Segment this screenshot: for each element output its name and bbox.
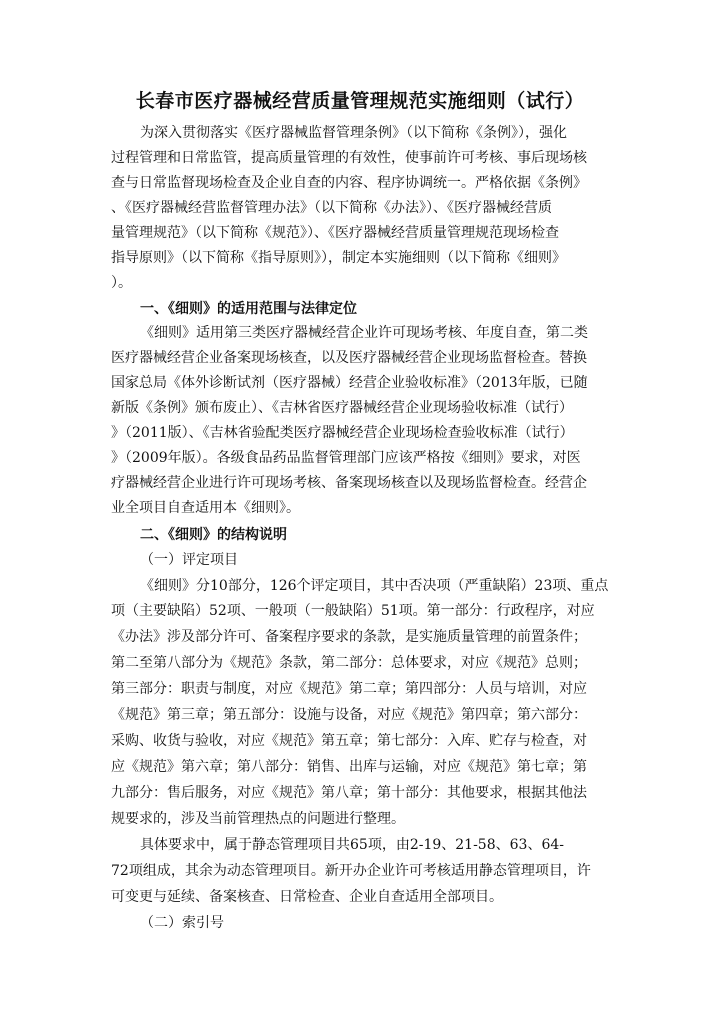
paragraph-line: 应《规范》第六章；第八部分：销售、出库与运输，对应《规范》第七章；第 [111, 759, 587, 775]
paragraph-line: 第二至第八部分为《规范》条款，第二部分：总体要求，对应《规范》总则； [111, 655, 587, 671]
paragraph-line: 》（2009年版）。各级食品药品监督管理部门应该严格按《细则》要求，对医 [111, 450, 581, 466]
section-heading: 一、《细则》的适用范围与法律定位 [140, 301, 357, 317]
paragraph-line: 过程管理和日常监管，提高质量管理的有效性，使事前许可考核、事后现场核 [111, 150, 587, 166]
paragraph-line: 量管理规范》（以下简称《规范》）、《医疗器械经营质量管理规范现场检查 [111, 225, 559, 241]
document-title: 长春市医疗器械经营质量管理规范实施细则（试行） [135, 90, 585, 112]
paragraph-line: 规要求的，涉及当前管理热点的问题进行整理。 [111, 811, 405, 827]
paragraph-line: 第三部分：职责与制度，对应《规范》第二章；第四部分：人员与培训，对应 [111, 681, 587, 697]
paragraph-line: 可变更与延续、备案核查、日常检查、企业自查适用全部项目。 [111, 889, 503, 905]
paragraph-line: 九部分：售后服务，对应《规范》第八章；第十部分：其他要求，根据其他法 [111, 785, 587, 801]
paragraph-line: ）。 [111, 275, 132, 291]
paragraph-line: 疗器械经营企业进行许可现场考核、备案现场核查以及现场监督检查。经营企 [111, 475, 587, 491]
paragraph-line: 国家总局《体外诊断试剂（医疗器械）经营企业验收标准》（2013年版，已随 [111, 375, 588, 391]
paragraph-line: 《办法》涉及部分许可、备案程序要求的条款，是实施质量管理的前置条件； [111, 629, 587, 645]
paragraph-line: 《规范》第三章；第五部分：设施与设备，对应《规范》第四章；第六部分： [111, 707, 587, 723]
paragraph-line: 指导原则》（以下简称《指导原则》），制定本实施细则（以下简称《细则》 [111, 250, 566, 266]
paragraph-line: 采购、收货与验收，对应《规范》第五章；第七部分：入库、贮存与检查，对 [111, 733, 587, 749]
paragraph-line: 新版《条例》颁布废止）、《吉林省医疗器械经营企业现场验收标准（试行） [111, 400, 573, 416]
paragraph-line: 医疗器械经营企业备案现场核查，以及医疗器械经营企业现场监督检查。替换 [111, 350, 587, 366]
paragraph-line: 具体要求中，属于静态管理项目共65项，由2-19、21-58、63、64- [140, 837, 564, 853]
paragraph-line: 业全项目自查适用本《细则》。 [111, 500, 300, 516]
subsection-heading: （二）索引号 [140, 915, 224, 931]
subsection-heading: （一）评定项目 [140, 552, 238, 568]
paragraph-line: 、《医疗器械经营监督管理办法》（以下简称《办法》）、《医疗器械经营质 [111, 200, 552, 216]
paragraph-line: 查与日常监督现场检查及企业自查的内容、程序协调统一。严格依据《条例》 [111, 175, 587, 191]
section-heading: 二、《细则》的结构说明 [140, 527, 287, 543]
paragraph-line: 》（2011版）、《吉林省验配类医疗器械经营企业现场检查验收标准（试行） [111, 425, 574, 441]
paragraph-line: 项（主要缺陷）52项、一般项（一般缺陷）51项。第一部分：行政程序，对应 [111, 603, 595, 619]
paragraph-line: 为深入贯彻落实《医疗器械监督管理条例》（以下简称《条例》），强化 [140, 125, 567, 141]
paragraph-line: 72项组成，其余为动态管理项目。新开办企业许可考核适用静态管理项目，许 [111, 863, 591, 879]
paragraph-line: 《细则》分10部分，126个评定项目，其中否决项（严重缺陷）23项、重点 [140, 578, 609, 594]
paragraph-line: 《细则》适用第三类医疗器械经营企业许可现场考核、年度自查，第二类 [140, 325, 588, 341]
